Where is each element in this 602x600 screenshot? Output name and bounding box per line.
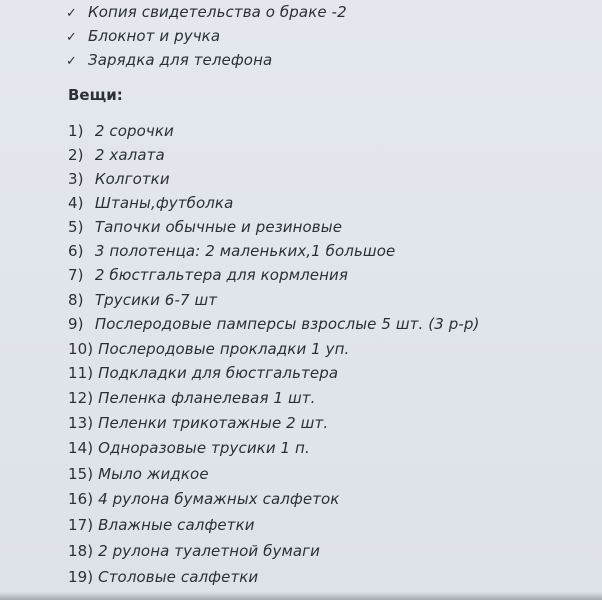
item-text: 2 рулона туалетной бумаги [98, 542, 320, 560]
item-number: 2) [68, 146, 84, 164]
item-number: 11) [68, 364, 94, 382]
checkmark-icon: ✓ [66, 54, 77, 69]
item-number: 3) [68, 170, 84, 188]
item-text: Одноразовые трусики 1 п. [98, 439, 310, 457]
item-number: 14) [68, 439, 94, 457]
checklist-item [66, 51, 272, 69]
list-item [68, 439, 310, 457]
checklist-item-text: Зарядка для телефона [88, 51, 273, 69]
checkmark-icon: ✓ [66, 30, 77, 45]
list-item [68, 340, 349, 358]
item-text: Мыло жидкое [98, 465, 209, 483]
list-item [68, 465, 209, 483]
list-item [68, 170, 170, 188]
list-item [68, 122, 174, 140]
item-number: 7) [68, 266, 84, 284]
list-item [68, 490, 339, 508]
list-item [68, 218, 342, 236]
item-text: 3 полотенца: 2 маленьких,1 большое [94, 242, 396, 260]
checkmark-icon: ✓ [66, 6, 77, 21]
item-number: 17) [68, 516, 94, 534]
item-text: 2 бюстгальтера для кормления [94, 266, 349, 284]
list-item [68, 242, 395, 260]
item-number: 18) [68, 542, 94, 560]
checklist-item-text: Копия свидетельства о браке -2 [88, 3, 347, 21]
list-item [68, 146, 165, 164]
list-item [68, 291, 217, 309]
item-text: Влажные салфетки [98, 516, 255, 534]
item-text: Тапочки обычные и резиновые [94, 218, 343, 236]
item-number: 9) [68, 315, 84, 333]
item-number: 4) [68, 194, 84, 212]
list-item [68, 414, 328, 432]
item-number: 8) [68, 291, 84, 309]
item-text: Пеленки трикотажные 2 шт. [98, 414, 329, 432]
item-number: 16) [68, 490, 94, 508]
item-number: 19) [68, 568, 94, 586]
item-text: Штаны,футболка [94, 194, 234, 212]
item-text: 2 халата [94, 146, 165, 164]
checklist-item [66, 27, 220, 45]
list-item [68, 568, 258, 586]
item-text: Колготки [94, 170, 170, 188]
list-item [68, 266, 348, 284]
checklist-item-text: Блокнот и ручка [88, 27, 221, 45]
item-text: Столовые салфетки [98, 568, 259, 586]
list-item [68, 364, 338, 382]
item-number: 13) [68, 414, 94, 432]
section-heading: Вещи: [68, 86, 123, 104]
item-number: 1) [68, 122, 84, 140]
item-number: 10) [68, 340, 94, 358]
checklist-item [66, 3, 347, 21]
item-text: Послеродовые памперсы взрослые 5 шт. (3 р-р) [94, 315, 480, 333]
list-item [68, 315, 479, 333]
page-bottom-shadow [0, 592, 602, 600]
list-item [68, 389, 316, 407]
item-text: 4 рулона бумажных салфеток [98, 490, 340, 508]
item-text: Послеродовые прокладки 1 уп. [98, 340, 350, 358]
item-number: 5) [68, 218, 84, 236]
item-text: Трусики 6-7 шт [94, 291, 218, 309]
list-item [68, 194, 233, 212]
item-text: Пеленка фланелевая 1 шт. [98, 389, 316, 407]
item-number: 12) [68, 389, 94, 407]
item-number: 15) [68, 465, 94, 483]
list-item [68, 542, 320, 560]
item-text: 2 сорочки [94, 122, 174, 140]
list-item [68, 516, 255, 534]
item-number: 6) [68, 242, 84, 260]
item-text: Подкладки для бюстгальтера [98, 364, 339, 382]
